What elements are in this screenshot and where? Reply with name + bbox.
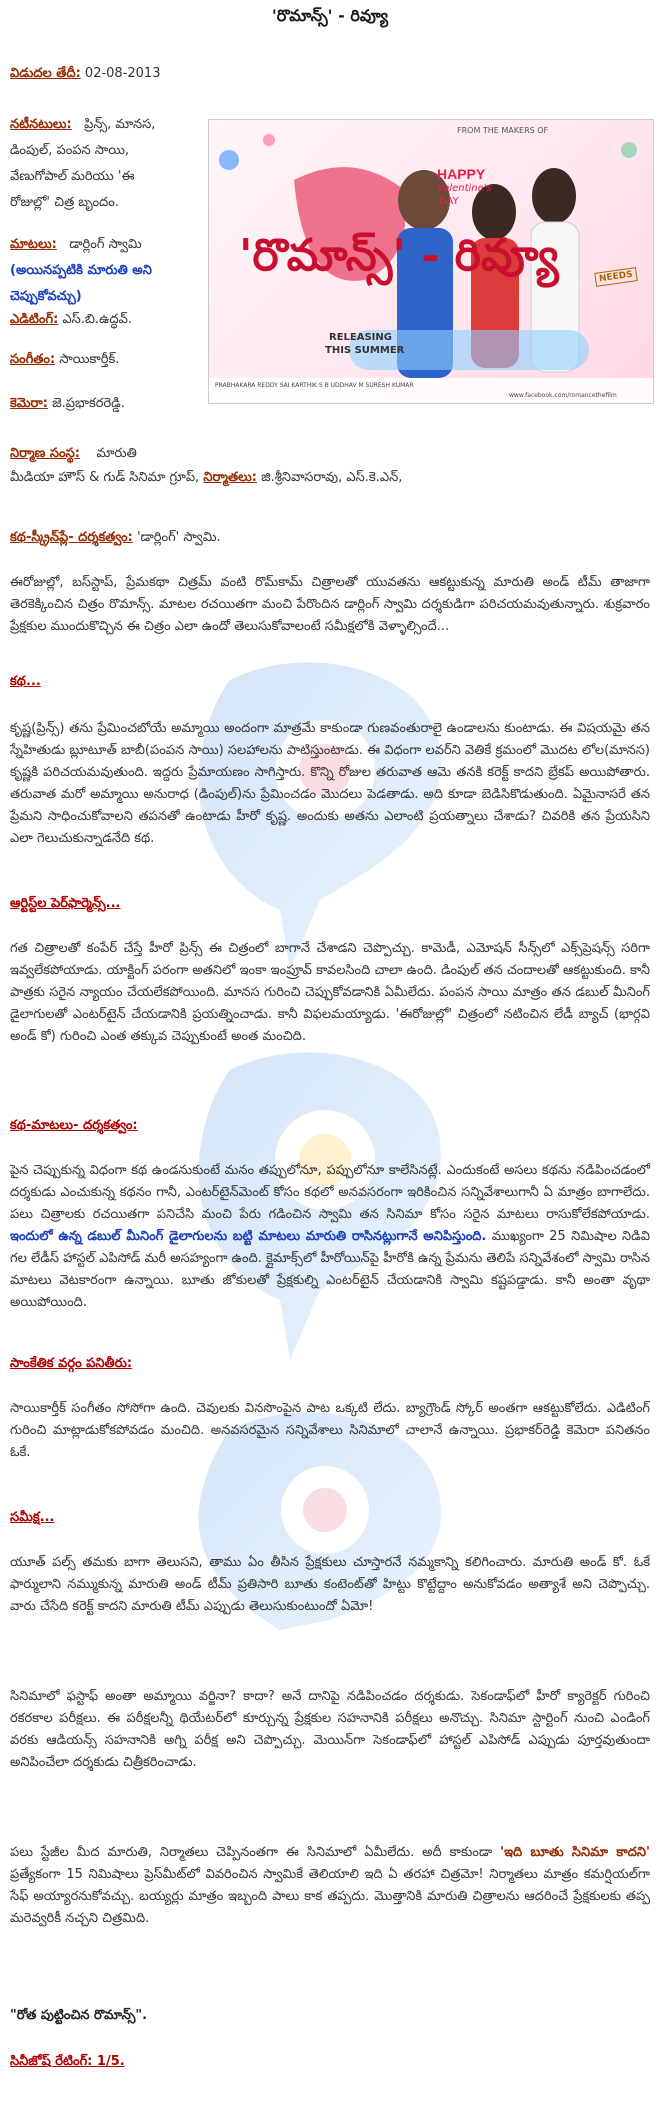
story-credit-value: 'డార్లింగ్' స్వామి.	[136, 530, 221, 545]
rating: సినీజోష్ రేటింగ్: 1/5.	[10, 2054, 125, 2069]
poster-url: www.facebook.com/romancethefilm	[509, 392, 617, 399]
production-block	[10, 442, 650, 490]
dialogues-note-2: చెప్పుకోవచ్చు)	[10, 289, 82, 304]
editing-row	[10, 312, 132, 330]
camera-value: జె.ప్రభాకరరెడ్డి.	[52, 396, 125, 411]
poster-needs-badge: NEEDS	[594, 267, 637, 287]
artists-heading: ఆర్టిస్ట్‌ల పెర్‌ఫార్మెన్స్...	[10, 896, 121, 911]
release-date-value: 02-08-2013	[84, 66, 161, 81]
producers-label: నిర్మాతలు:	[203, 470, 257, 485]
direction-paragraph	[10, 1160, 650, 1314]
review-paragraph-1: యూత్ పల్స్ తమకు బాగా తెలుసని, తాము ఏం తీసిన ప్రేక్షకులు చూస్తారనే నమ్మకాన్ని కలిగించారు. మారుతి అండ్ కో. ఓకే ఫార్ములాని నమ్ముకున్న మారుతి అండ్ టీమ్ ప్రతిసారి బూతు కంటెంట్‌తో హిట్టు కొట్టేద్దాం అనుకోవడం అత్యాశే అని చెప్పొచ్చు. వారు చేసేది కరెక్ట్ కాదని మారుతి టీమ్ ఎప్పుడు తెలుసుకుంటుందో ఏమో!	[10, 1555, 650, 1614]
poster-credits: PRABHAKARA REDDY SAI KARTHIK S B UDDHAV M SURESH KUMAR	[215, 382, 414, 389]
intro-paragraph: ఈరోజుల్లో, బస్‌స్టాప్, ప్రేమకథా చిత్రమ్ వంటి రొమ్‌కామ్ చిత్రాలతో యువతను ఆకట్టుకున్న మారుతి అండ్ టీమ్ తాజాగా తెరకెక్కించిన చిత్రం రొమాన్స్. మాటల రచయితగా మంచి పేరొందిన డార్లింగ్ స్వామి దర్శకుడిగా పరిచయమవుతున్నారు. శుక్రవారం ప్రేక్షకుల ముందుకొచ్చిన ఈ చిత్రం ఎలా ఉందో తెలుసుకోవాలంటే సమీక్షలోకి వెళ్ళాల్సిందే...	[10, 575, 650, 634]
technical-heading: సాంకేతిక వర్గం పనితీరు:	[10, 1356, 133, 1371]
cast-line-1: ప్రిన్స్, మానస,	[84, 117, 156, 132]
story-credit-label: కథ-స్క్రీన్‌ప్లే- దర్శకత్వం:	[10, 530, 133, 545]
review-heading: సమీక్ష...	[10, 1510, 55, 1525]
technical-paragraph: సాయికార్తీక్ సంగీతం సోసోగా ఉంది. చెవులకు వినసొంపైన పాట ఒక్కటి లేదు. బ్యాగ్రౌండ్ స్కోర్ అంతగా ఆకట్టుకోలేదు. ఎడిటింగ్ గురించి మాట్లాడుకోకపోవడం మంచిది. అనవసరమైన సన్నివేశాలు సినిమాలో చాలానే ఉన్నాయి. ప్రభాకర్‌రెడ్డి కెమెరా పనితనం ఓకే.	[10, 1401, 650, 1460]
release-date-label: విడుదల తేదీ:	[10, 66, 81, 81]
camera-row	[10, 396, 125, 414]
music-value: సాయికార్తీక్.	[59, 352, 120, 367]
direction-text-b: ముఖ్యంగా 25 నిమిషాల నిడివి గల లేడీస్ హాస్టల్ ఎపిసోడ్ మరీ అసహ్యంగా ఉంది. క్లైమాక్స్‌లో హీరోయిన్‌పై హీరోకి ఉన్న ప్రేమను తెలిపే సన్నివేశంలో స్వామి రాసిన మాటలు వెటకారంగా ఉన్నాయి. బూతు జోకులతో ప్రేక్షకుల్ని ఎంటర్‌టైన్ చేయడానికి స్వామి కష్టపడ్డాడు. కానీ అంతా వృథా అయిపోయింది.	[10, 1229, 650, 1310]
cast-label: నటీనటులు:	[10, 117, 72, 132]
music-label: సంగీతం:	[10, 352, 56, 367]
story-heading: కథ...	[10, 674, 41, 689]
cast-block	[10, 112, 200, 216]
dialogues-note-1: (అయినప్పటికి మారుతి అని	[10, 263, 152, 278]
movie-poster-image	[208, 119, 654, 404]
production-label: నిర్మాణ సంస్థ:	[10, 446, 80, 461]
tagline: "రోత పుట్టించిన రొమాన్స్".	[10, 2008, 148, 2023]
review-paragraph-2: సినిమాలో ఫస్టాఫ్ అంతా అమ్మాయి వర్జినా? కాదా? అనే దానిపై నడిపించడం దర్శకుడు. సెకండాఫ్‌లో హీరో క్యారెక్టర్ గురించి రకరకాల పరీక్షలు. ఈ పరీక్షలన్నీ థియేటర్‌లో కూర్చున్న ప్రేక్షకుల సహనానికి పరీక్షలు అనొచ్చు. సినిమా స్టార్టింగ్ నుంచి ఎండింగ్ వరకు ఆడియన్స్ సహనానికి అగ్ని పరీక్ష అని చెప్పొచ్చు. మెయిన్‌గా సెకండాఫ్‌లో హాస్టల్ ఎపిసోడ్ ఎప్పుడు పూర్తవుతుందా అనిపించేలా దర్శకుడు చిత్రీకరించాడు.	[10, 1689, 650, 1770]
production-line-2: మీడియా హౌస్ & గుడ్ సినిమా గ్రూప్,	[10, 470, 200, 485]
poster-valentines: Valentine's	[437, 183, 492, 194]
review-text-b: ప్రత్యేకంగా 15 నిమిషాలు ప్రెస్‌మీట్‌లో వివరించిన స్వామికే తెలియాలి ఇది ఏ తరహా చిత్రమో! నిర్మాతలు మాత్రం కమర్షియల్‌గా సేఫ్ అయ్యారనుకోవచ్చు. బయ్యర్లు మాత్రం ఇబ్బంది పాలు కాక తప్పదు. మొత్తానికి మారుతి చిత్రాలను ఆదరించే ప్రేక్షకులకు తప్ప మరెవ్వరికీ నచ్చని చిత్రమిది.	[10, 1867, 650, 1926]
poster-day: DAY	[439, 196, 459, 207]
direction-heading: కథ-మాటలు- దర్శకత్వం:	[10, 1118, 138, 1133]
poster-happy: HAPPY	[437, 166, 486, 182]
direction-text-a: పైన చెప్పుకున్న విధంగా కథ ఉండనుకుంటే మనం తప్పులోనూ, పప్పులోనూ కాలేసినట్లే. ఎందుకంటే అసలు కథను నడిపించడంలో దర్శకుడు ఎంచుకున్న కథనం గానీ, ఎంటర్‌టైన్‌మెంట్ కోసం కథలో అనవసరంగా ఇరికించిన సన్నివేశాలుగానీ ఏ మాత్రం బాగాలేదు. పలు చిత్రాలకు రచయితగా పనిచేసి మంచి పేరు గడించిన స్వామి తన సినిమా కోసం సరైన మాటలు రాసుకోలేకపోయాడు.	[10, 1163, 650, 1222]
cast-line-4: రోజుల్లో' చిత్ర బృందం.	[10, 195, 119, 210]
page-title: 'రొమాన్స్' - రివ్యూ	[271, 6, 389, 25]
release-date-row	[10, 66, 160, 84]
production-line-1: మారుతి	[96, 446, 137, 461]
poster-from-makers: FROM THE MAKERS OF	[457, 126, 549, 135]
direction-highlight: ఇందులో ఉన్న డబుల్ మీనింగ్ డైలాగులను బట్టి మాటలు మారుతి రాసినట్లుగానే అనిపిస్తుంది.	[10, 1229, 487, 1244]
dialogues-block	[10, 232, 205, 310]
poster-releasing: RELEASING	[329, 332, 392, 343]
story-paragraph: కృష్ణ(ప్రిన్స్) తను ప్రేమించబోయే అమ్మాయి అందంగా మాత్రమే కాకుండా గుణవంతురాలై ఉండాలను కుంటాడు. ఈ విషయమై తన స్నేహితుడు బ్లూటూత్ బాబీ(పంపన సాయి) సలహాలను పాటిస్తుంటాడు. ఈ విధంగా లవర్‌ని వెతికే క్రమంలో మొదట లోల(మానస) కృష్ణకి పరిచయమవుతుంది. ఇద్దరు ప్రేమాయణం సాగిస్తారు. కొన్ని రోజుల తరువాత ఆమె తనకి కరెక్ట్ కాదని బ్రేకప్ అయిపోతారు. తరువాత మరో అమ్మాయి అనురాధ (డింపుల్)ను ప్రేమించడం మొదలు పెడతాడు. అది కూడా బెడిసికొడుతుంది. ఏమైనాసరే తన ప్రేమని సాధించుకోవాలని తపనతో ఉంటాడు హీరో కృష్ణ. అందుకు అతను ఎలాంటి ప్రయత్నాలు చేశాడు? చివరికి తన ప్రేయసిని ఎలా గెలుచుకున్నాడనేది కథ.	[10, 721, 650, 846]
poster-title: 'రొమాన్స్' - రివ్యూ	[239, 230, 559, 281]
review-text-a: పలు స్టేజీల మీద మారుతి, నిర్మాతలు చెప్పినంతగా ఈ సినిమాలో ఏమీలేదు. అదీ కాకుండా	[10, 1845, 493, 1860]
editing-value: ఎస్.బి.ఉద్ధవ్.	[62, 312, 133, 327]
cast-line-2: డింపుల్, పంపన సాయి,	[10, 143, 130, 158]
poster-this-summer: THIS SUMMER	[325, 345, 405, 356]
review-paragraph-3	[10, 1842, 650, 1930]
dialogues-value: డార్లింగ్ స్వామి	[69, 237, 142, 252]
camera-label: కెమెరా:	[10, 396, 48, 411]
dialogues-label: మాటలు:	[10, 237, 57, 252]
producers-value: జి.శ్రీనివాసరావు, ఎస్.కె.ఎన్,	[261, 470, 403, 485]
editing-label: ఎడిటింగ్:	[10, 312, 59, 327]
music-row	[10, 352, 119, 370]
artists-paragraph: గత చిత్రాలతో కంపేర్ చేస్తే హీరో ప్రిన్స్ ఈ చిత్రంలో బాగానే చేశాడని చెప్పొచ్చు. కామెడీ, ఎమోషన్ సీన్స్‌లో ఎక్స్‌ప్రెషన్స్ సరిగా ఇవ్వలేకపోయాడు. యాక్టింగ్ పరంగా అతనిలో ఇంకా ఇంప్రూవ్ కావలసింది చాలా ఉంది. డింపుల్ తన చందాలతో ఆకట్టుకుంది. కానీ పాత్రకు సరైన న్యాయం చేయలేకపోయింది. మానస గురించి చెప్పుకోవడానికి ఏమీలేదు. పంపన సాయి మాత్రం తన డబుల్ మీనింగ్ డైలాగులతో ఎంటర్‌టైన్ చేయడానికి ప్రయత్నించాడు. కానీ విఫలమయ్యాడు. 'ఈరోజుల్లో' చిత్రంలో నటించిన లేడీ బ్యాచ్ (భార్గవి అండ్ కో) గురించి ఎంత తక్కువ చెప్పుకుంటే అంత మంచిది.	[10, 941, 650, 1044]
cast-line-3: వేణుగోపాల్ మరియు 'ఈ	[10, 169, 135, 184]
review-highlight: 'ఇది బూతు సినిమా కాదని'	[500, 1845, 650, 1860]
story-credit-row	[10, 530, 221, 548]
